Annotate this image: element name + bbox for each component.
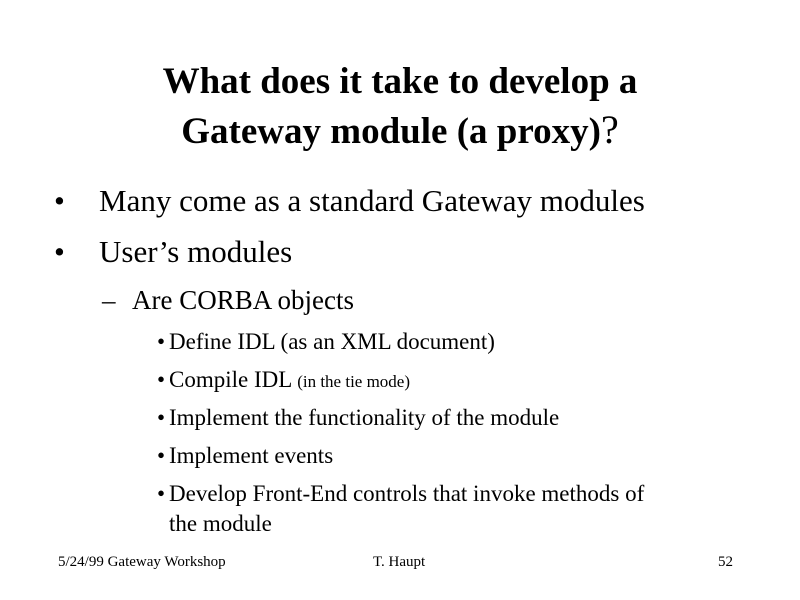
sub-text: Are CORBA objects xyxy=(132,285,354,315)
detail-item-5 xyxy=(157,479,757,539)
detail-text: Compile IDL xyxy=(169,367,298,392)
detail-bullet: • xyxy=(157,443,166,468)
detail-bullet: • xyxy=(157,405,166,430)
bullet-text: Many come as a standard Gateway modules xyxy=(99,183,645,218)
title-line-1: What does it take to develop a xyxy=(162,61,638,102)
detail-bullet: • xyxy=(157,329,166,354)
detail-item-3 xyxy=(157,403,757,433)
bullet-item-1 xyxy=(54,183,645,219)
footer-slide-number: 52 xyxy=(718,554,733,570)
bullet-item-2 xyxy=(54,234,292,270)
detail-text: Define IDL (as an XML document) xyxy=(169,329,495,354)
detail-text: Implement the functionality of the module xyxy=(169,405,560,430)
detail-note: (in the tie mode) xyxy=(297,372,411,391)
title-line-2 xyxy=(0,106,800,156)
bullet-text: User’s modules xyxy=(99,234,293,269)
detail-item-4 xyxy=(157,441,757,471)
bullet-dot: • xyxy=(54,234,65,269)
footer-date-event: 5/24/99 Gateway Workshop xyxy=(58,554,226,570)
detail-text: Implement events xyxy=(169,443,334,468)
sub-dash: – xyxy=(102,285,116,315)
bullet-dot: • xyxy=(54,183,65,218)
title-question-mark: ? xyxy=(600,107,619,152)
detail-bullet: • xyxy=(157,481,166,506)
detail-bullet: • xyxy=(157,367,166,392)
detail-item-2 xyxy=(157,365,757,397)
detail-text-continuation: the module xyxy=(169,511,272,536)
detail-item-1 xyxy=(157,327,757,357)
detail-text: Develop Front-End controls that invoke methods of xyxy=(169,481,645,506)
footer-author: T. Haupt xyxy=(373,554,426,570)
sub-item-1 xyxy=(102,284,354,316)
title-line-2-text: Gateway module (a proxy) xyxy=(181,111,601,152)
slide-title xyxy=(0,58,800,156)
